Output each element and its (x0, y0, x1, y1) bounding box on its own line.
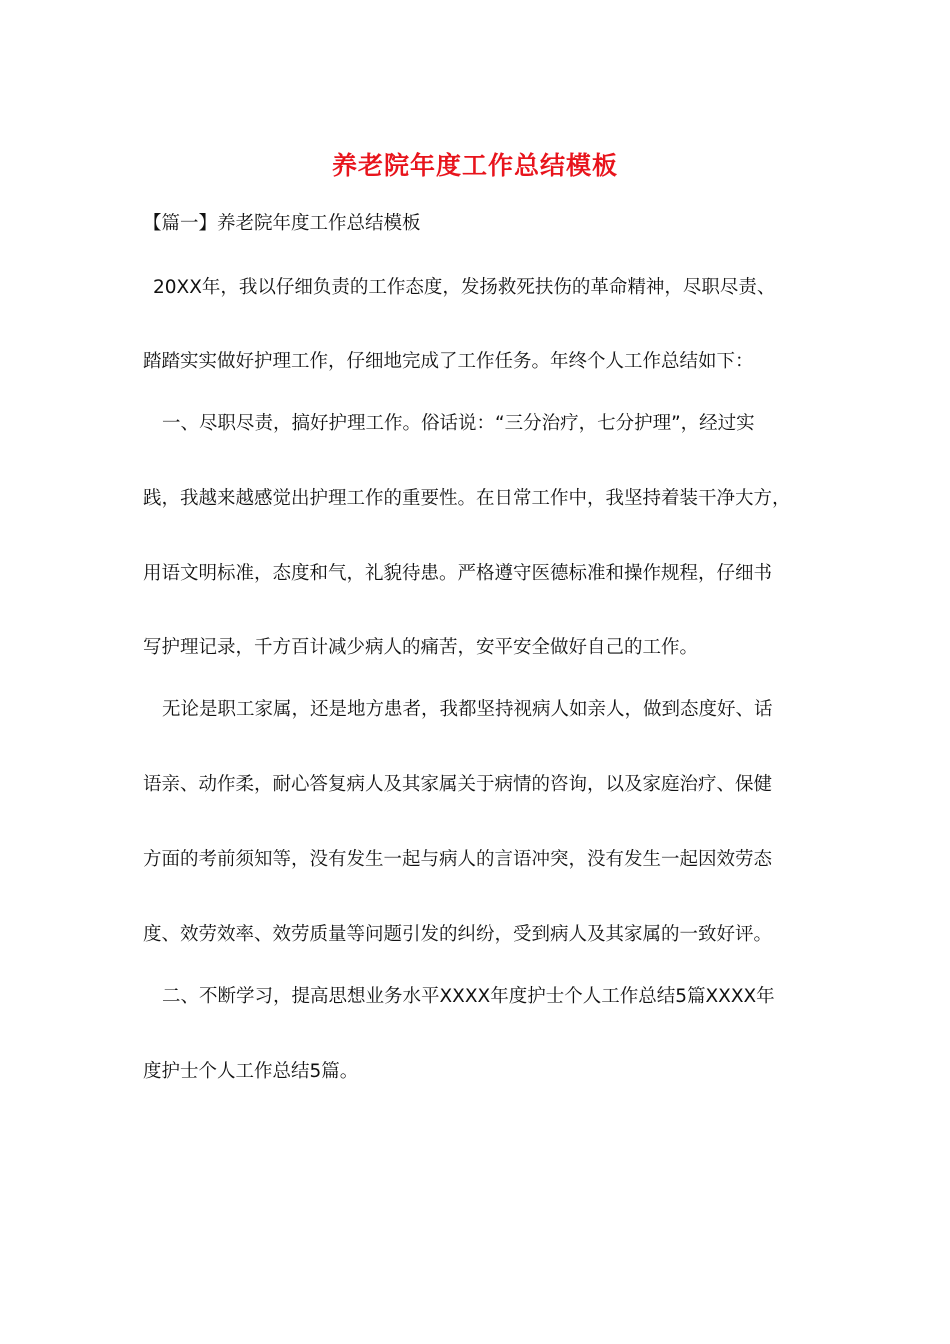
body-line: 写护理记录，千方百计减少病人的痛苦，安平安全做好自己的工作。 (143, 637, 699, 658)
document-title: 养老院年度工作总结模板 (331, 151, 618, 180)
body-line: 方面的考前须知等，没有发生一起与病人的言语冲突，没有发生一起因效劳态 (143, 849, 773, 870)
section-heading: 【篇一】养老院年度工作总结模板 (143, 213, 421, 234)
body-line: 二、不断学习，提高思想业务水平XXXX年度护士个人工作总结5篇XXXX年 (162, 986, 775, 1007)
body-line: 一、尽职尽责，搞好护理工作。俗话说：“三分治疗，七分护理”，经过实 (162, 413, 755, 434)
body-line: 用语文明标准，态度和气，礼貌待患。严格遵守医德标准和操作规程，仔细书 (143, 563, 773, 584)
body-line: 踏踏实实做好护理工作，仔细地完成了工作任务。年终个人工作总结如下： (143, 351, 754, 372)
body-line: 践，我越来越感觉出护理工作的重要性。在日常工作中，我坚持着装干净大方， (143, 488, 791, 509)
body-line: 无论是职工家属，还是地方患者，我都坚持视病人如亲人，做到态度好、话 (162, 699, 773, 720)
body-line: 度、效劳效率、效劳质量等问题引发的纠纷，受到病人及其家属的一致好评。 (143, 924, 773, 945)
body-line: 语亲、动作柔，耐心答复病人及其家属关于病情的咨询，以及家庭治疗、保健 (143, 774, 773, 795)
body-line: 20XX年，我以仔细负责的工作态度，发扬救死扶伤的革命精神，尽职尽责、 (153, 277, 776, 298)
body-line: 度护士个人工作总结5篇。 (143, 1061, 359, 1082)
